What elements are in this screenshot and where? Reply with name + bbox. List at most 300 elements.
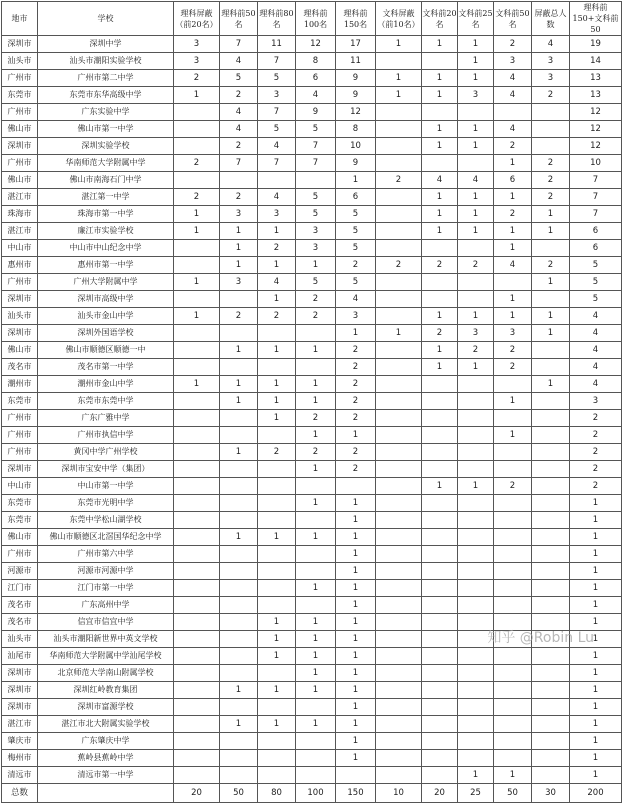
- count-cell: 1: [258, 716, 296, 733]
- count-cell: 4: [220, 104, 258, 121]
- count-cell: 3: [458, 87, 494, 104]
- ranking-table: [1, 1, 622, 803]
- city-cell: 茂名市: [2, 597, 38, 614]
- city-cell: 深圳市: [2, 665, 38, 682]
- school-cell: 华南师范大学附属中学汕尾学校: [38, 648, 174, 665]
- table-row: [2, 206, 622, 223]
- count-cell: 1: [258, 223, 296, 240]
- school-cell: 东莞中学松山湖学校: [38, 512, 174, 529]
- column-header: 屏蔽总人数: [532, 2, 570, 36]
- count-cell: [376, 121, 422, 138]
- count-cell: 1: [174, 223, 220, 240]
- city-cell: 深圳市: [2, 699, 38, 716]
- school-cell: 蕉岭县蕉岭中学: [38, 750, 174, 767]
- school-cell: 深圳中学: [38, 36, 174, 53]
- count-cell: 14: [570, 53, 622, 70]
- count-cell: 2: [570, 410, 622, 427]
- count-cell: 2: [532, 155, 570, 172]
- count-cell: 4: [570, 325, 622, 342]
- count-cell: [532, 495, 570, 512]
- count-cell: 1: [174, 206, 220, 223]
- count-cell: [532, 665, 570, 682]
- count-cell: 1: [174, 274, 220, 291]
- count-cell: [296, 699, 336, 716]
- count-cell: 4: [494, 257, 532, 274]
- count-cell: 5: [336, 223, 376, 240]
- city-cell: 东莞市: [2, 87, 38, 104]
- count-cell: 5: [570, 257, 622, 274]
- count-cell: 4: [494, 121, 532, 138]
- count-cell: 1: [376, 70, 422, 87]
- count-cell: [220, 427, 258, 444]
- count-cell: [494, 410, 532, 427]
- column-header: 理科前150名: [336, 2, 376, 36]
- total-cell: 10: [376, 784, 422, 803]
- city-cell: 佛山市: [2, 529, 38, 546]
- count-cell: 2: [336, 342, 376, 359]
- count-cell: [376, 359, 422, 376]
- count-cell: 2: [458, 257, 494, 274]
- count-cell: [220, 750, 258, 767]
- count-cell: [422, 563, 458, 580]
- count-cell: 1: [336, 597, 376, 614]
- count-cell: 2: [494, 359, 532, 376]
- city-cell: 深圳市: [2, 291, 38, 308]
- table-row: [2, 665, 622, 682]
- count-cell: 1: [532, 308, 570, 325]
- count-cell: 2: [296, 291, 336, 308]
- count-cell: 1: [494, 155, 532, 172]
- count-cell: 2: [494, 138, 532, 155]
- city-cell: 广州市: [2, 274, 38, 291]
- count-cell: [494, 716, 532, 733]
- count-cell: 1: [220, 376, 258, 393]
- count-cell: 2: [422, 325, 458, 342]
- count-cell: 1: [336, 665, 376, 682]
- count-cell: [494, 699, 532, 716]
- count-cell: 1: [570, 665, 622, 682]
- total-label: 总数: [2, 784, 38, 803]
- count-cell: [296, 750, 336, 767]
- count-cell: 1: [422, 87, 458, 104]
- count-cell: [532, 427, 570, 444]
- count-cell: 1: [570, 580, 622, 597]
- count-cell: 1: [336, 733, 376, 750]
- count-cell: 6: [494, 172, 532, 189]
- count-cell: 3: [296, 223, 336, 240]
- table-row: [2, 529, 622, 546]
- count-cell: 8: [336, 121, 376, 138]
- count-cell: [494, 546, 532, 563]
- count-cell: 1: [220, 393, 258, 410]
- count-cell: 1: [570, 631, 622, 648]
- count-cell: [376, 716, 422, 733]
- count-cell: [376, 665, 422, 682]
- count-cell: [458, 512, 494, 529]
- city-cell: 汕头市: [2, 631, 38, 648]
- count-cell: 2: [174, 70, 220, 87]
- count-cell: 1: [296, 665, 336, 682]
- table-row: [2, 580, 622, 597]
- count-cell: 1: [422, 70, 458, 87]
- count-cell: [174, 546, 220, 563]
- count-cell: [422, 240, 458, 257]
- count-cell: [422, 529, 458, 546]
- count-cell: [174, 614, 220, 631]
- count-cell: [376, 682, 422, 699]
- count-cell: 1: [336, 716, 376, 733]
- count-cell: [296, 597, 336, 614]
- count-cell: [376, 274, 422, 291]
- table-row: [2, 767, 622, 784]
- count-cell: [174, 104, 220, 121]
- count-cell: 12: [570, 138, 622, 155]
- count-cell: 3: [220, 274, 258, 291]
- count-cell: 2: [296, 308, 336, 325]
- school-cell: 中山市第一中学: [38, 478, 174, 495]
- count-cell: [494, 631, 532, 648]
- city-cell: 深圳市: [2, 682, 38, 699]
- count-cell: 1: [174, 376, 220, 393]
- count-cell: [532, 478, 570, 495]
- table-row: [2, 410, 622, 427]
- count-cell: [532, 614, 570, 631]
- city-cell: 广州市: [2, 155, 38, 172]
- count-cell: [458, 631, 494, 648]
- count-cell: 6: [570, 223, 622, 240]
- count-cell: [174, 767, 220, 784]
- count-cell: [376, 495, 422, 512]
- count-cell: 1: [220, 529, 258, 546]
- count-cell: 1: [336, 648, 376, 665]
- count-cell: [174, 563, 220, 580]
- count-cell: 1: [220, 716, 258, 733]
- count-cell: [174, 495, 220, 512]
- count-cell: 3: [174, 53, 220, 70]
- city-cell: 东莞市: [2, 495, 38, 512]
- count-cell: [174, 512, 220, 529]
- school-cell: 东莞市东莞中学: [38, 393, 174, 410]
- count-cell: [532, 342, 570, 359]
- count-cell: 1: [494, 393, 532, 410]
- count-cell: 4: [570, 359, 622, 376]
- count-cell: 3: [532, 70, 570, 87]
- count-cell: [296, 733, 336, 750]
- table-row: [2, 223, 622, 240]
- column-header: 地市: [2, 2, 38, 36]
- city-cell: 梅州市: [2, 750, 38, 767]
- count-cell: 1: [570, 529, 622, 546]
- count-cell: [532, 393, 570, 410]
- watermark: 知乎 @Robin Lu: [487, 630, 594, 646]
- city-cell: 湛江市: [2, 189, 38, 206]
- count-cell: 8: [296, 53, 336, 70]
- count-cell: [422, 155, 458, 172]
- count-cell: 2: [220, 138, 258, 155]
- table-row: [2, 36, 622, 53]
- count-cell: 7: [220, 36, 258, 53]
- count-cell: 1: [422, 206, 458, 223]
- count-cell: 1: [220, 240, 258, 257]
- count-cell: [376, 240, 422, 257]
- count-cell: 1: [458, 223, 494, 240]
- count-cell: 2: [296, 444, 336, 461]
- count-cell: 1: [336, 495, 376, 512]
- count-cell: [220, 172, 258, 189]
- count-cell: [532, 648, 570, 665]
- count-cell: 13: [570, 70, 622, 87]
- count-cell: [422, 461, 458, 478]
- count-cell: [376, 138, 422, 155]
- count-cell: 1: [532, 206, 570, 223]
- count-cell: 2: [336, 393, 376, 410]
- count-cell: 1: [174, 308, 220, 325]
- count-cell: 5: [296, 121, 336, 138]
- count-cell: 1: [336, 427, 376, 444]
- count-cell: 1: [458, 53, 494, 70]
- count-cell: [258, 665, 296, 682]
- count-cell: 1: [570, 699, 622, 716]
- count-cell: 11: [258, 36, 296, 53]
- count-cell: [458, 614, 494, 631]
- count-cell: [376, 342, 422, 359]
- table-row: [2, 104, 622, 121]
- count-cell: [174, 631, 220, 648]
- count-cell: 17: [336, 36, 376, 53]
- count-cell: 3: [494, 53, 532, 70]
- count-cell: 1: [336, 172, 376, 189]
- count-cell: 1: [220, 257, 258, 274]
- count-cell: 1: [422, 478, 458, 495]
- count-cell: [532, 597, 570, 614]
- count-cell: [220, 512, 258, 529]
- count-cell: [532, 512, 570, 529]
- count-cell: 4: [220, 121, 258, 138]
- count-cell: [458, 155, 494, 172]
- city-cell: 汕头市: [2, 308, 38, 325]
- total-cell: [38, 784, 174, 803]
- count-cell: [220, 597, 258, 614]
- city-cell: 深圳市: [2, 325, 38, 342]
- count-cell: [422, 750, 458, 767]
- count-cell: 12: [570, 121, 622, 138]
- count-cell: [258, 495, 296, 512]
- city-cell: 河源市: [2, 563, 38, 580]
- city-cell: 广州市: [2, 546, 38, 563]
- count-cell: [532, 767, 570, 784]
- city-cell: 汕尾市: [2, 648, 38, 665]
- school-cell: 东莞市东华高级中学: [38, 87, 174, 104]
- count-cell: [422, 104, 458, 121]
- column-header: 理科屏蔽（前20名）: [174, 2, 220, 36]
- count-cell: 1: [220, 444, 258, 461]
- total-row: [2, 784, 622, 803]
- count-cell: 6: [336, 189, 376, 206]
- count-cell: 1: [296, 648, 336, 665]
- city-cell: 广州市: [2, 444, 38, 461]
- count-cell: [532, 529, 570, 546]
- count-cell: [258, 461, 296, 478]
- count-cell: [458, 529, 494, 546]
- table-row: [2, 461, 622, 478]
- count-cell: [494, 682, 532, 699]
- count-cell: 3: [258, 87, 296, 104]
- table-row: [2, 427, 622, 444]
- count-cell: [258, 580, 296, 597]
- total-cell: 80: [258, 784, 296, 803]
- count-cell: 2: [494, 478, 532, 495]
- count-cell: [458, 393, 494, 410]
- count-cell: 12: [336, 104, 376, 121]
- count-cell: 1: [258, 376, 296, 393]
- table-row: [2, 699, 622, 716]
- count-cell: 1: [570, 716, 622, 733]
- count-cell: [220, 580, 258, 597]
- count-cell: 1: [458, 121, 494, 138]
- count-cell: 1: [422, 342, 458, 359]
- count-cell: 1: [296, 257, 336, 274]
- count-cell: [376, 461, 422, 478]
- school-cell: 茂名市第一中学: [38, 359, 174, 376]
- table-row: [2, 682, 622, 699]
- count-cell: 1: [532, 376, 570, 393]
- count-cell: [174, 597, 220, 614]
- column-header: 文科屏蔽（前10名）: [376, 2, 422, 36]
- count-cell: 4: [458, 172, 494, 189]
- count-cell: 1: [336, 750, 376, 767]
- count-cell: 1: [458, 478, 494, 495]
- school-cell: 深圳市高级中学: [38, 291, 174, 308]
- count-cell: 1: [220, 342, 258, 359]
- count-cell: 2: [336, 359, 376, 376]
- school-cell: 北京师范大学南山附属学校: [38, 665, 174, 682]
- count-cell: [422, 716, 458, 733]
- count-cell: 1: [494, 223, 532, 240]
- count-cell: [174, 665, 220, 682]
- city-cell: 中山市: [2, 478, 38, 495]
- table-row: [2, 444, 622, 461]
- table-row: [2, 172, 622, 189]
- count-cell: [174, 682, 220, 699]
- count-cell: 7: [258, 53, 296, 70]
- count-cell: 1: [532, 223, 570, 240]
- count-cell: [376, 563, 422, 580]
- count-cell: 1: [336, 512, 376, 529]
- count-cell: 4: [494, 87, 532, 104]
- count-cell: [174, 410, 220, 427]
- count-cell: [532, 291, 570, 308]
- count-cell: [422, 53, 458, 70]
- count-cell: [376, 444, 422, 461]
- school-cell: 信宜市信宜中学: [38, 614, 174, 631]
- total-cell: 20: [422, 784, 458, 803]
- count-cell: 1: [494, 189, 532, 206]
- count-cell: [258, 325, 296, 342]
- count-cell: 4: [336, 291, 376, 308]
- city-cell: 清远市: [2, 767, 38, 784]
- count-cell: 5: [296, 189, 336, 206]
- count-cell: [220, 648, 258, 665]
- count-cell: [296, 172, 336, 189]
- count-cell: 1: [458, 767, 494, 784]
- count-cell: [532, 563, 570, 580]
- city-cell: 深圳市: [2, 36, 38, 53]
- count-cell: [174, 461, 220, 478]
- count-cell: 1: [570, 546, 622, 563]
- count-cell: [532, 631, 570, 648]
- table-row: [2, 393, 622, 410]
- count-cell: 1: [258, 631, 296, 648]
- count-cell: [532, 359, 570, 376]
- count-cell: 3: [174, 36, 220, 53]
- count-cell: 1: [336, 580, 376, 597]
- table-row: [2, 291, 622, 308]
- city-cell: 佛山市: [2, 172, 38, 189]
- count-cell: [376, 53, 422, 70]
- count-cell: 1: [258, 529, 296, 546]
- table-row: [2, 648, 622, 665]
- count-cell: [220, 733, 258, 750]
- count-cell: [458, 563, 494, 580]
- count-cell: 1: [258, 393, 296, 410]
- count-cell: 4: [258, 274, 296, 291]
- count-cell: [220, 665, 258, 682]
- count-cell: [376, 308, 422, 325]
- school-cell: 广州市第二中学: [38, 70, 174, 87]
- count-cell: [532, 410, 570, 427]
- total-cell: 150: [336, 784, 376, 803]
- school-cell: 湛江第一中学: [38, 189, 174, 206]
- count-cell: 3: [296, 240, 336, 257]
- table-row: [2, 716, 622, 733]
- count-cell: 5: [336, 274, 376, 291]
- count-cell: 1: [258, 410, 296, 427]
- count-cell: [174, 121, 220, 138]
- count-cell: [296, 325, 336, 342]
- count-cell: [376, 767, 422, 784]
- count-cell: [458, 427, 494, 444]
- count-cell: 1: [296, 376, 336, 393]
- table-row: [2, 87, 622, 104]
- count-cell: 1: [458, 308, 494, 325]
- count-cell: [494, 597, 532, 614]
- count-cell: [174, 393, 220, 410]
- school-cell: 广东实验中学: [38, 104, 174, 121]
- count-cell: [458, 461, 494, 478]
- count-cell: [532, 461, 570, 478]
- count-cell: [220, 495, 258, 512]
- count-cell: [174, 291, 220, 308]
- count-cell: 1: [458, 70, 494, 87]
- count-cell: [296, 478, 336, 495]
- count-cell: 1: [296, 393, 336, 410]
- count-cell: [220, 631, 258, 648]
- school-cell: 佛山市顺德区北滘国华纪念中学: [38, 529, 174, 546]
- count-cell: [376, 733, 422, 750]
- city-cell: 汕头市: [2, 53, 38, 70]
- count-cell: [296, 767, 336, 784]
- count-cell: [296, 563, 336, 580]
- count-cell: [174, 427, 220, 444]
- count-cell: [422, 444, 458, 461]
- city-cell: 湛江市: [2, 223, 38, 240]
- school-cell: 佛山市第一中学: [38, 121, 174, 138]
- city-cell: 中山市: [2, 240, 38, 257]
- count-cell: [458, 240, 494, 257]
- count-cell: [220, 359, 258, 376]
- count-cell: 1: [296, 716, 336, 733]
- count-cell: 1: [458, 36, 494, 53]
